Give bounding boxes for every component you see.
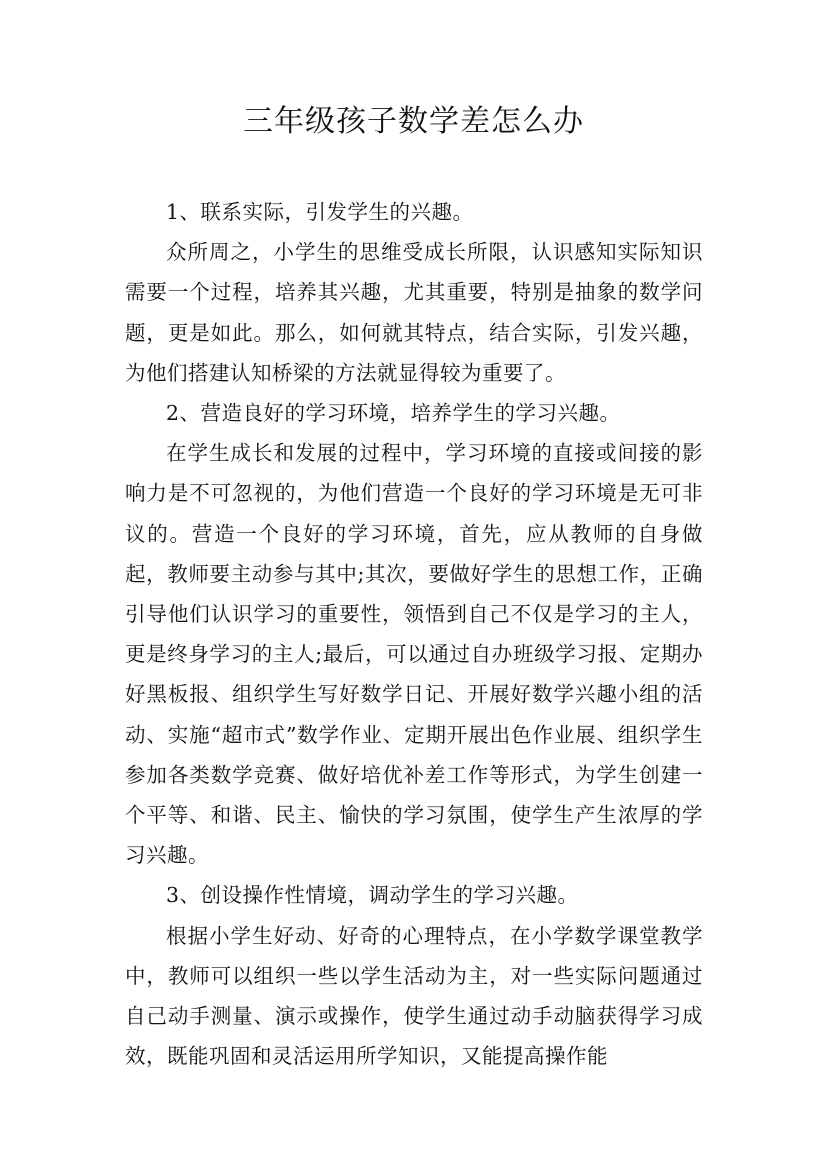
paragraph-2: 在学生成长和发展的过程中，学习环境的直接或间接的影响力是不可忽视的，为他们营造一个良好的学习环境是无可非议的。营造一个良好的学习环境，首先，应从教师的自身做起，教师要主动参与其中;其次，要做好学生的思想工作，正确引导他们认识学习的重要性，领悟到自己不仅是学习的主人，更是终身学习的主人;最后，可以通过自办班级学习报、定期办好黑板报、组织学生写好数学日记、开展好数学兴趣小组的活动、实施“超市式”数学作业、定期开展出色作业展、组织学生参加各类数学竞赛、做好培优补差工作等形式，为学生创建一个平等、和谐、民主、愉快的学习氛围，使学生产生浓厚的学习兴趣。 [125,441,703,868]
section-heading-1: 1、联系实际，引发学生的兴趣。 [166,200,474,224]
paragraph-1: 众所周之，小学生的思维受成长所限，认识感知实际知识需要一个过程，培养其兴趣，尤其重要，特别是抽象的数学问题，更是如此。那么，如何就其特点，结合实际，引发兴趣，为他们搭建认知桥梁的方法就显得较为重要了。 [125,240,703,385]
paragraph-3: 根据小学生好动、好奇的心理特点，在小学数学课堂教学中，教师可以组织一些以学生活动为主，对一些实际问题通过自己动手测量、演示或操作，使学生通过动手动脑获得学习成效，既能巩固和灵活运用所学知识，又能提高操作能 [125,923,703,1069]
section-heading-3: 3、创设操作性情境，调动学生的学习兴趣。 [166,883,579,908]
section-heading-2: 2、营造良好的学习环境，培养学生的学习兴趣。 [166,401,621,426]
document-title: 三年级孩子数学差怎么办 [243,104,584,139]
document-body [125,192,703,1076]
